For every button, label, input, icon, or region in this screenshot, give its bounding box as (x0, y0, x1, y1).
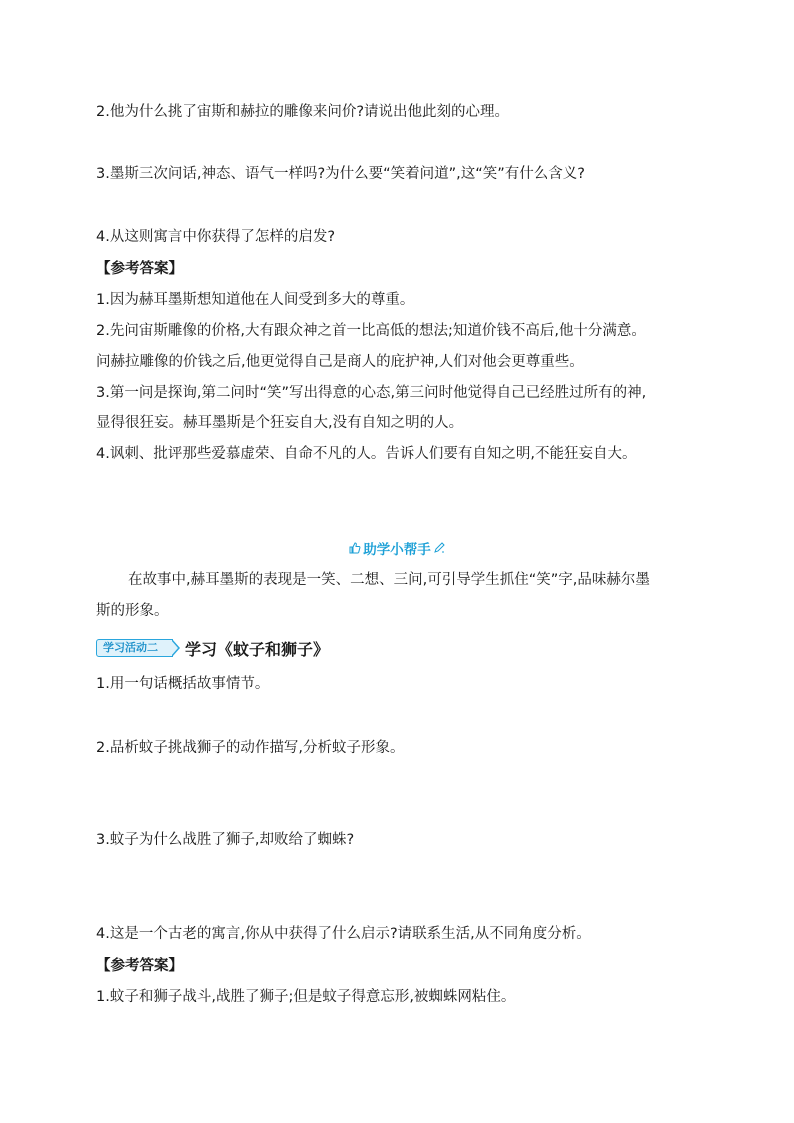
helper-title-text: 助学小帮手 (363, 542, 431, 558)
activity-question-1: 1.用一句话概括故事情节。 (96, 676, 270, 692)
answer-line: 4.讽刺、批评那些爱慕虚荣、自命不凡的人。告诉人们要有自知之明,不能狂妄自大。 (96, 446, 637, 462)
answer-heading: 【参考答案】 (96, 261, 183, 277)
answer-line: 2.先问宙斯雕像的价格,大有跟众神之首一比高低的想法;知道价钱不高后,他十分满意。 (96, 323, 646, 339)
activity-title: 学习《蚊子和狮子》 (185, 639, 330, 659)
pen-icon (433, 542, 445, 557)
activity-badge: 学习活动二 (96, 639, 173, 657)
activity-answer-heading: 【参考答案】 (96, 958, 183, 974)
activity-answer-1: 1.蚊子和狮子战斗,战胜了狮子;但是蚊子得意忘形,被蜘蛛网粘住。 (96, 989, 516, 1005)
helper-text: 斯的形象。 (96, 603, 169, 619)
answer-line: 显得很狂妄。赫耳墨斯是个狂妄自大,没有自知之明的人。 (96, 415, 464, 431)
question-4: 4.从这则寓言中你获得了怎样的启发? (96, 229, 336, 245)
answer-line: 问赫拉雕像的价钱之后,他更觉得自己是商人的庇护神,人们对他会更尊重些。 (96, 354, 584, 370)
answer-line: 1.因为赫耳墨斯想知道他在人间受到多大的尊重。 (96, 292, 415, 308)
question-2: 2.他为什么挑了宙斯和赫拉的雕像来问价?请说出他此刻的心理。 (96, 104, 510, 120)
activity-question-4: 4.这是一个古老的寓言,你从中获得了什么启示?请联系生活,从不同角度分析。 (96, 926, 591, 942)
activity-header (96, 638, 329, 658)
thumbs-up-icon (349, 542, 361, 558)
answer-line: 3.第一问是探询,第二问时“笑”写出得意的心态,第三问时他觉得自己已经胜过所有的神, (96, 385, 647, 401)
helper-text: 在故事中,赫耳墨斯的表现是一笑、二想、三问,可引导学生抓住“笑”字,品味赫尔墨 (128, 572, 650, 588)
question-3: 3.墨斯三次问话,神态、语气一样吗?为什么要“笑着问道”,这“笑”有什么含义? (96, 166, 585, 182)
helper-title (0, 538, 794, 558)
activity-question-3: 3.蚊子为什么战胜了狮子,却败给了蜘蛛? (96, 832, 355, 848)
activity-question-2: 2.品析蚊子挑战狮子的动作描写,分析蚊子形象。 (96, 740, 405, 756)
